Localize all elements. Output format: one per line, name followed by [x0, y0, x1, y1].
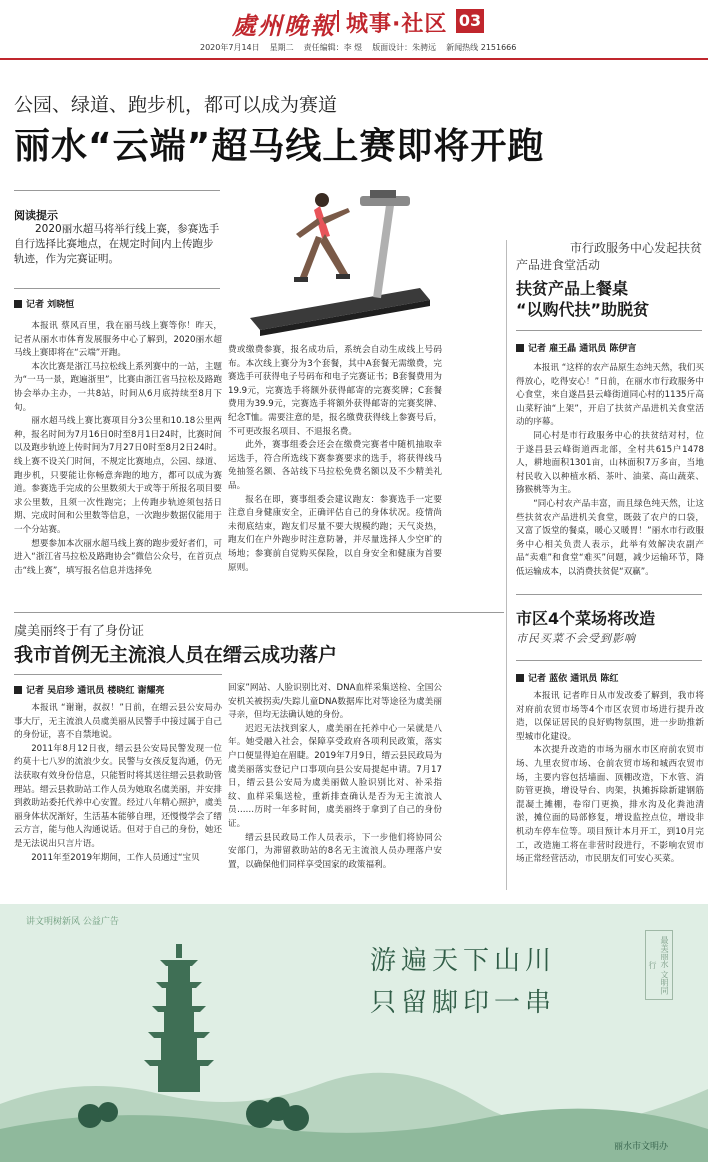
paragraph: 迟迟无法找到家人，虞美丽在托养中心一呆就是八年。她受融入社会，保障享受政府各项利民政策，落实户口便显得迫在眉睫。2019年7月9日，缙云县民政局为虞美丽落实登记户口事项向县公安局提起申请。7月17日，缙云县公安局为虞美丽做人脸识别比对、补采指纹、血样采集送检，重新排查确认是否为无主流浪人员……历时一年多时间，虞美丽终于拿到了自己的身份证。 — [228, 723, 442, 829]
ad-signature: 丽水市文明办 — [614, 1142, 669, 1152]
public-service-ad — [0, 904, 708, 1162]
market-top-rule — [516, 594, 702, 595]
market-byline-text: 记者 蓝依 通讯员 陈红 — [528, 674, 619, 684]
poverty-headline-line2: “以购代扶”助脱贫 — [516, 300, 650, 319]
ad-label: 讲文明树新风 公益广告 — [26, 917, 119, 927]
story2-byline-text: 记者 吴启珍 通讯员 楼晓红 谢耀亮 — [26, 686, 165, 696]
ad-stamp: 最美丽水 文明同行 — [645, 930, 673, 1000]
story2-body-col1 — [14, 702, 222, 892]
poverty-headline — [516, 278, 706, 320]
poverty-kicker-line1: 市行政服务中心发起扶贫 — [569, 241, 702, 255]
reading-guide-label: 阅读提示 — [14, 209, 58, 222]
byline-square-icon — [516, 674, 524, 682]
poverty-byline-text: 记者 雇王晶 通讯员 陈伊言 — [528, 344, 637, 354]
page-number: 03 — [456, 9, 484, 33]
lead-rule — [14, 190, 220, 191]
story2-byline — [14, 683, 165, 696]
paper-name: 處州晚報 — [232, 11, 336, 40]
story2-top-rule — [14, 612, 504, 613]
issue-weekday: 星期二 — [269, 43, 294, 52]
paragraph: 同心村是市行政服务中心的扶贫结对村，位于遂昌县云峰街道西北部，全村共615户1478人，耕地面积1301亩，山林面积7万多亩，当地村民收入以种植水稻、茶叶、油菜、高山蔬菜、猕猴桃等为主。 — [516, 430, 704, 496]
reading-guide-text: 2020丽水超马将举行线上赛，参赛选手自行选择比赛地点，在规定时间内上传跑步轨迹，作为完赛证明。 — [14, 223, 220, 265]
market-rule — [516, 660, 702, 661]
section-title: 城事·社区 — [346, 12, 448, 37]
masthead — [0, 0, 708, 44]
market-deck: 市民买菜不会受到影响 — [516, 632, 636, 645]
story2-rule — [14, 674, 222, 675]
market-byline — [516, 671, 618, 684]
ad-slogan — [370, 940, 556, 1024]
column-divider — [506, 240, 507, 890]
ad-slogan-line1: 游遍天下山川 — [370, 946, 557, 976]
lead-body-col1 — [14, 320, 222, 620]
issue-meta — [200, 42, 526, 53]
ad-slogan-line2: 只留脚印一串 — [370, 988, 557, 1018]
lead-headline: 丽水“云端”超马线上赛即将开跑 — [14, 126, 545, 167]
editor: 责任编辑：李 煜 — [303, 43, 363, 52]
market-headline: 市区4个菜场将改造 — [516, 609, 656, 628]
poverty-byline — [516, 341, 636, 354]
lead-kicker: 公园、绿道、跑步机，都可以成为赛道 — [14, 94, 338, 116]
paragraph: 本报讯 蔡风百里，我在丽马线上赛等你！昨天，记者从丽水市体育发展服务中心了解到，2020丽水超马线上赛即将在“云端”开跑。 — [14, 321, 222, 359]
story2-body-col2 — [228, 682, 442, 882]
paragraph: 缙云县民政局工作人员表示，下一步他们将协同公安部门，为滞留救助站的8名无主流浪人员办理落户安置，以确保他们同样享受国家的政策福利。 — [228, 832, 442, 870]
paragraph: 本次提升改造的市场为丽水市区府前农贸市场、九里农贸市场、仓前农贸市场和城西农贸市场，主要内容包括墙面、顶棚改造，下水管、消防管更换，增设导台、肉架，执摊拆除新建钢筋混凝土摊棚，卷帘门更换，排水沟及化粪池清淤，摊位面的局部修复，增设监控点位，增设非机动车停车位等。项目预计本月开工，到10月完工，改造施工将在非营时段进行，不影响农贸市场正常经营活动，市民朋友们可安心买菜。 — [516, 745, 704, 865]
poverty-body — [516, 362, 704, 578]
paragraph: 2011年8月12日夜，缙云县公安局民警发现一位约莫十七八岁的流浪少女。民警与女孩反复沟通，仍无法获取有效身份信息，只能暂时将其送往缙云县救助管理站。缙云县救助站工作人员为她取名虞美丽，并安排到救助站委托代养中心安置。经过八年精心照护，虞美丽身体状况渐好，生活基本能够自理，还慢慢学会了缙云方言，能与他人沟通说话。但对于自己的身份，她还是无法说出只言片语。 — [14, 743, 222, 849]
masthead-divider — [337, 10, 339, 32]
paragraph: “同心村农产品丰富，而且绿色纯天然，让这些扶贫农产品进机关食堂，既鼓了农户的口袋，又富了饭堂的餐桌，暖心又暖胃！”丽水市行政服务中心相关负责人表示，此举有效解决农副产品“卖难”和食堂“难买”问题，减少运输环节，降低运输成本，以消费扶贫促“双赢”。 — [516, 498, 704, 577]
paragraph: 丽水超马线上赛比赛项目分3公里和10.18公里两种，报名时间为7月16日0时至8月1日24时，比赛时间以及跑步轨迹上传时间为7月27日0时至8月2日24时。线上赛不设关门时间，不规定比赛地点，公园、绿道、跑步机，只要能让你畅意奔跑的地方，都可以成为赛道。参赛选手完成的公里数须大于或等于所报名项目要求公里数，且须一次性跑完；上传跑步轨迹须包括日期、完成时间和公里数等信息，一次跑步数据仅能用于一个分站赛。 — [14, 416, 222, 535]
poverty-kicker — [516, 240, 702, 274]
paragraph: 回家”网站、人脸识别比对、DNA血样采集送检、全国公安机关被拐卖/失踪儿童DNA数据库比对等途径为虞美丽寻亲，但均无法确认她的身份。 — [228, 683, 442, 721]
story2-kicker: 虞美丽终于有了身份证 — [14, 624, 145, 639]
guide-rule — [14, 288, 220, 289]
poverty-rule — [516, 330, 702, 331]
paragraph: 本报讯 “谢谢，叔叔！”日前，在缙云县公安局办事大厅，无主流浪人员虞美丽从民警手中接过属于自己的身份证，喜不自禁地说。 — [14, 703, 222, 741]
lead-byline-text: 记者 刘晓恒 — [26, 300, 75, 310]
paragraph: 本报讯 记者昨日从市发改委了解到，我市将对府前农贸市场等4个市区农贸市场进行提升改造，以保证居民的良好购物氛围，进一步助推新型城市化建设。 — [516, 691, 704, 742]
treadmill-runner-illustration — [230, 178, 442, 338]
designer: 版面设计：朱骋远 — [372, 43, 437, 52]
market-body — [516, 690, 704, 876]
byline-square-icon — [14, 300, 22, 308]
paragraph: 本报讯 “这样的农产品原生态纯天然，我们买得放心，吃得安心！”日前，在丽水市行政服务中心食堂，来自遂昌县云峰街道同心村的1135斤高山菜籽油“上架”，开启了扶贫产品进机关食堂活动的序幕。 — [516, 363, 704, 428]
story2-headline: 我市首例无主流浪人员在缙云成功落户 — [14, 644, 338, 666]
poverty-headline-line1: 扶贫产品上餐桌 — [516, 279, 629, 298]
byline-square-icon — [516, 344, 524, 352]
hotline: 新闻热线 2151666 — [446, 43, 517, 52]
paragraph: 2011年至2019年期间，工作人员通过“宝贝 — [31, 852, 200, 863]
paragraph: 此外，赛事组委会还会在缴费完赛者中随机抽取幸运选手，符合所选线下赛参赛要求的选手，将获得线马免抽签名额、各站线下马拉松免费名额以及不少精美礼品。 — [228, 440, 442, 491]
poverty-kicker-line2: 产品进食堂活动 — [516, 258, 601, 272]
byline-square-icon — [14, 686, 22, 694]
lead-byline — [14, 297, 74, 310]
pagoda-landscape-illustration — [0, 904, 708, 1162]
lead-body-col2 — [228, 344, 442, 602]
paragraph: 想要参加本次丽水超马线上赛的跑步爱好者们，可进入“浙江省马拉松及路跑协会”微信公众号，在首页点击“线上赛”，填写报名信息并选择免 — [14, 538, 222, 576]
paragraph: 费或缴费参赛，报名成功后，系统会自动生成线上号码布。本次线上赛分为3个套餐，其中A套餐无需缴费，完赛选手可获得电子号码布和电子完赛证书；B套餐费用为19.9元，完赛选手将额外获得邮寄的完赛奖牌；C套餐费用为39.9元，完赛选手将额外获得邮寄的完赛奖牌、纪念T恤。需要注意的是，报名缴费获得线上参赛号后，不可更改报名项目、不退报名费。 — [228, 345, 442, 437]
top-rule — [0, 58, 708, 60]
paragraph: 本次比赛是浙江马拉松线上系列赛中的一站，主题为“一马一景，跑遍浙里”，比赛由浙江省马拉松及路跑协会举办主办，一共8站，时间从6月底持续至8月下旬。 — [14, 361, 222, 413]
issue-date: 2020年7月14日 — [200, 43, 260, 52]
paragraph: 报名在即，赛事组委会建议跑友：参赛选手一定要注意自身健康安全，正确评估自己的身体状况。疫情尚未彻底结束，跑友们尽量不要大规模约跑；天气炎热，跑友们在户外跑步时注意防暑，并尽量选择人少空旷的场地；参赛前自觉购买保险，以自身安全和健康为首要原则。 — [228, 494, 442, 573]
